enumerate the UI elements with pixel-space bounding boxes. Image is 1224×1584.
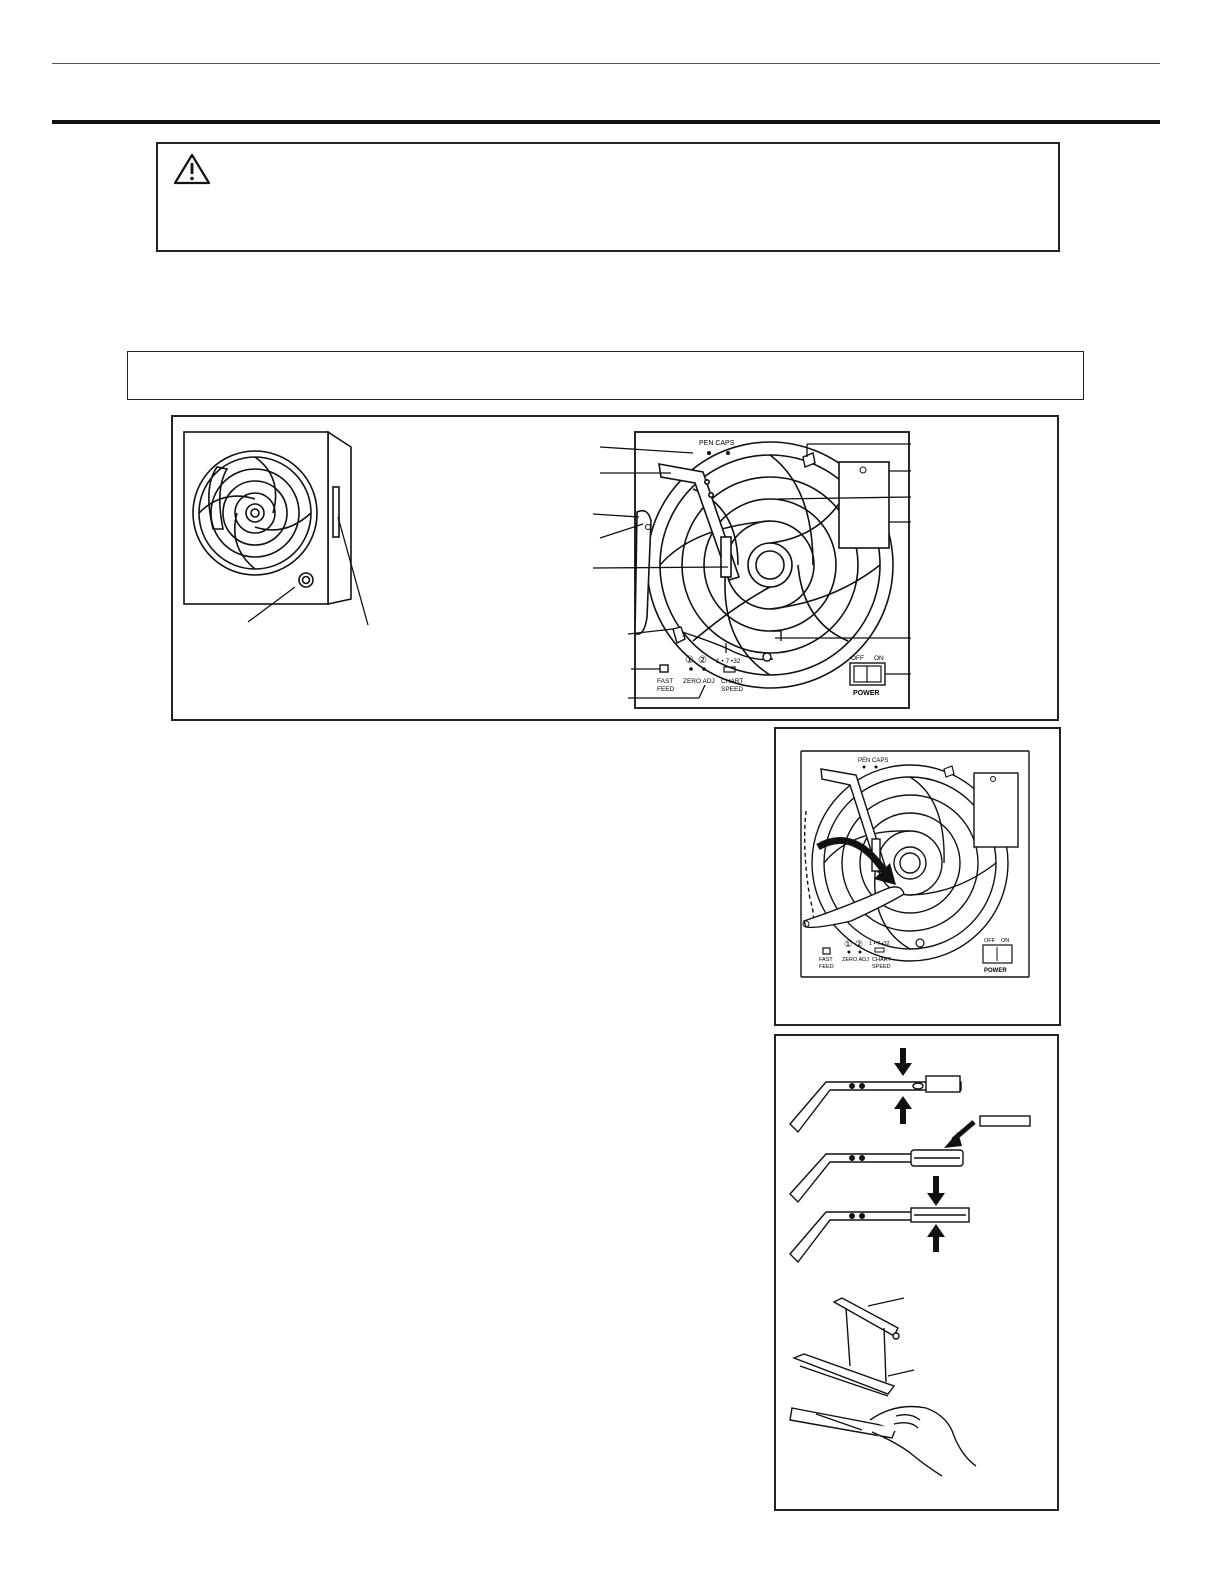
front-panel-drawing [635, 432, 909, 708]
zero-adj-number-1: ① [685, 655, 694, 666]
power-off-small: OFF [984, 938, 995, 944]
zero-adj-number-1-small: ① [844, 939, 853, 949]
pen-cartridge [980, 1116, 1030, 1126]
zero-adj-pot-1[interactable] [689, 667, 693, 671]
zero-adj-number-2: ② [698, 655, 707, 666]
hand-with-pen-drawing [790, 1407, 976, 1477]
recorder-diagram [173, 417, 1057, 719]
header-rule-thin [52, 63, 1160, 64]
power-off-label: OFF [851, 655, 864, 662]
header-rule-thick [52, 120, 1160, 124]
leader-line-side-panel [338, 517, 368, 625]
pen-caps-label-small: PEN CAPS [858, 758, 889, 764]
zero-adj-small: ZERO ADJ [842, 957, 869, 963]
pen-caps-label: PEN CAPS [699, 440, 735, 447]
figure-pen-lifter-open [774, 727, 1061, 1026]
chart-speed-small-1: CHART [872, 957, 891, 963]
zero-adj-pot-2[interactable] [702, 667, 706, 671]
zero-adj-label: ZERO ADJ [683, 678, 715, 685]
warning-triangle-icon [172, 152, 212, 186]
chart-speed-value: 1 • 7 •32 [716, 658, 741, 665]
power-label: POWER [853, 690, 880, 697]
note-box [127, 351, 1084, 400]
pen-lifter-moved [804, 887, 904, 928]
fast-feed-label-1: FAST [657, 678, 674, 685]
chart-speed-label-2: SPEED [721, 686, 744, 693]
zero-adj-number-2-small: ② [855, 939, 864, 949]
warning-box [156, 142, 1060, 252]
power-on-small: ON [1001, 938, 1010, 944]
figure-pen-replacement [774, 1034, 1059, 1511]
pen-arm [659, 464, 739, 580]
fast-feed-button[interactable] [660, 665, 668, 672]
figure-recorder-overview [171, 415, 1059, 721]
chart-speed-value-small: 1 • 7 •32 [869, 941, 890, 947]
pen-arm-step-1 [790, 1076, 961, 1132]
fast-feed-small-1: FAST [819, 957, 833, 963]
fast-feed-button-small[interactable] [823, 948, 830, 954]
chart-speed-small-2: SPEED [872, 964, 891, 970]
pen-cap-drawing [794, 1298, 914, 1396]
chart-speed-label-1: CHART [721, 678, 744, 685]
fast-feed-label-2: FEED [657, 686, 675, 693]
chart-speed-switch-small[interactable] [875, 948, 884, 952]
pen-lifter-diagram [776, 729, 1059, 1024]
power-label-small: POWER [984, 968, 1007, 974]
recorder-perspective-drawing [184, 432, 351, 604]
fast-feed-small-2: FEED [819, 964, 834, 970]
power-on-label: ON [874, 655, 884, 662]
pen-replacement-diagram [776, 1036, 1057, 1509]
